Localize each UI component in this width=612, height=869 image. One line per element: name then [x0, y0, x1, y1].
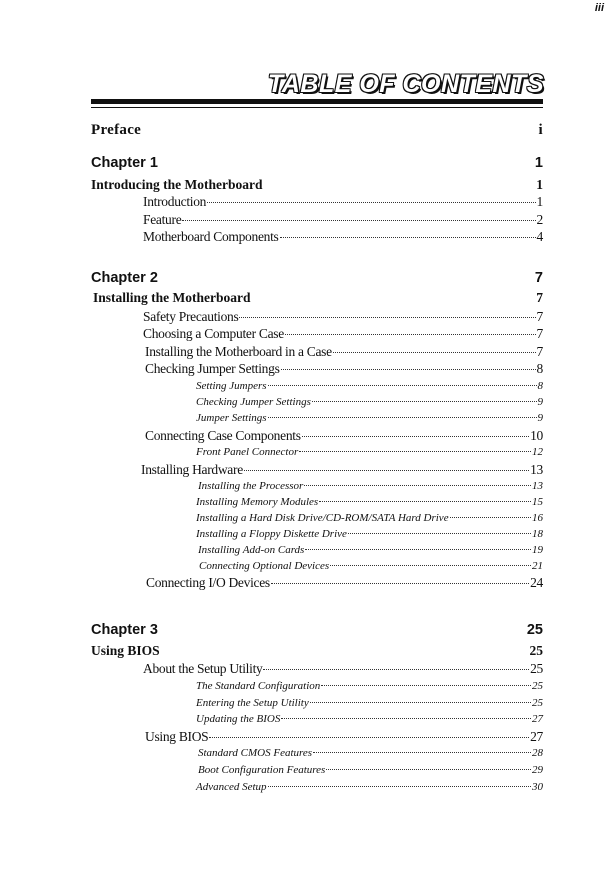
chapter-page: 1 [534, 155, 543, 171]
toc-entry-page: 9 [537, 412, 543, 424]
page-title: TABLE OF CONTENTS [267, 70, 544, 98]
toc-entry-page: 28 [532, 747, 543, 759]
toc-entry-page: 16 [532, 512, 543, 524]
dot-leader [280, 237, 536, 238]
toc-entry-label: Installing Hardware [141, 462, 243, 477]
toc-subentry[interactable] [198, 544, 543, 556]
toc-entry-label: Boot Configuration Features [198, 764, 326, 776]
toc-subentry[interactable] [198, 764, 543, 776]
toc-subentry[interactable] [196, 496, 543, 508]
toc-entry-label: About the Setup Utility [143, 661, 263, 676]
dot-leader [319, 501, 531, 502]
toc-entry-label: Safety Precautions [143, 309, 239, 324]
toc-entry[interactable] [143, 309, 543, 325]
toc-entry-label: Installing the Motherboard in a Case [145, 344, 332, 359]
toc-entry-page: 18 [532, 528, 543, 540]
toc-entry-label: Checking Jumper Settings [196, 396, 311, 408]
toc-part[interactable] [91, 177, 543, 193]
dot-leader [326, 769, 531, 770]
toc-part-label: Using BIOS [91, 643, 160, 658]
toc-entry-page: 9 [537, 396, 543, 408]
toc-entry-label: The Standard Configuration [196, 680, 321, 692]
dot-leader [299, 451, 531, 452]
toc-entry-page: 27 [530, 729, 543, 744]
toc-entry-page: 10 [530, 428, 543, 443]
toc-entry-preface[interactable] [91, 122, 543, 139]
toc-entry[interactable] [143, 212, 543, 228]
toc-entry-page: 29 [532, 764, 543, 776]
toc-entry-page: 19 [532, 544, 543, 556]
dot-leader [305, 549, 531, 550]
toc-entry-page: 7 [536, 309, 543, 324]
toc-entry-label: Connecting I/O Devices [146, 575, 270, 590]
toc-part-label: Installing the Motherboard [93, 290, 251, 305]
toc-entry-page: 27 [532, 713, 543, 725]
toc-entry-page: 25 [530, 661, 543, 676]
toc-entry-label: Advanced Setup [196, 781, 267, 793]
toc-entry-page: 13 [530, 462, 543, 477]
title-rule-thin [91, 107, 543, 108]
toc-part[interactable] [93, 290, 543, 306]
toc-entry-page: 13 [532, 480, 543, 492]
dot-leader [268, 385, 537, 386]
dot-leader [348, 533, 531, 534]
toc-entry-label: Installing the Processor [198, 480, 304, 492]
dot-leader [271, 583, 529, 584]
toc-subentry[interactable] [196, 512, 543, 524]
toc-entry-label: Setting Jumpers [196, 380, 267, 392]
dot-leader [330, 565, 531, 566]
toc-entry-page: 24 [530, 575, 543, 590]
toc-entry-label: Installing Memory Modules [196, 496, 319, 508]
toc-subentry[interactable] [196, 446, 543, 458]
toc-subentry[interactable] [196, 396, 543, 408]
toc-entry-label: Installing a Hard Disk Drive/CD-ROM/SATA Hard Drive [196, 512, 449, 524]
toc-entry-label: Introduction [143, 194, 207, 209]
chapter-label: Chapter 3 [91, 622, 158, 638]
toc-subentry[interactable] [198, 480, 543, 492]
toc-entry[interactable] [145, 344, 543, 360]
toc-entry-label: Choosing a Computer Case [143, 326, 284, 341]
toc-entry-page: 4 [536, 229, 543, 244]
toc-part-page: 1 [536, 177, 543, 192]
toc-entry-label: Entering the Setup Utility [196, 697, 309, 709]
toc-subentry[interactable] [199, 560, 543, 572]
toc-entry-page: 7 [536, 344, 543, 359]
toc-entry-page: 2 [536, 212, 543, 227]
chapter-heading[interactable] [91, 622, 543, 638]
toc-entry-label: Front Panel Connector [196, 446, 299, 458]
toc-entry-label: Connecting Case Components [145, 428, 301, 443]
chapter-heading[interactable] [91, 155, 543, 171]
chapter-heading[interactable] [91, 270, 543, 286]
dot-leader [312, 401, 537, 402]
dot-leader [182, 220, 535, 221]
toc-entry-page: 30 [532, 781, 543, 793]
toc-entry-page: i [538, 122, 543, 138]
toc-entry-page: 7 [536, 326, 543, 341]
toc-entry-label: Using BIOS [145, 729, 209, 744]
toc-entry-page: 21 [532, 560, 543, 572]
dot-leader [321, 685, 531, 686]
dot-leader [268, 417, 537, 418]
toc-entry-page: 12 [532, 446, 543, 458]
toc-entry[interactable] [146, 575, 543, 591]
toc-subentry[interactable] [196, 680, 543, 692]
dot-leader [263, 669, 529, 670]
toc-entry[interactable] [143, 661, 543, 677]
toc-entry-label: Checking Jumper Settings [145, 361, 280, 376]
chapter-page: 7 [534, 270, 543, 286]
toc-entry-label: Preface [91, 122, 142, 138]
toc-subentry[interactable] [196, 380, 543, 392]
toc-entry[interactable] [143, 194, 543, 210]
toc-subentry[interactable] [198, 747, 543, 759]
toc-subentry[interactable] [196, 713, 543, 725]
dot-leader [333, 352, 536, 353]
dot-leader [244, 470, 529, 471]
chapter-page: 25 [526, 622, 543, 638]
toc-entry-label: Feature [143, 212, 182, 227]
toc-subentry[interactable] [196, 412, 543, 424]
dot-leader [281, 718, 531, 719]
toc-entry[interactable] [143, 326, 543, 342]
dot-leader [209, 737, 529, 738]
toc-entry-label: Connecting Optional Devices [199, 560, 330, 572]
toc-entry[interactable] [145, 729, 543, 745]
dot-leader [450, 517, 531, 518]
toc-entry-label: Installing a Floppy Diskette Drive [196, 528, 347, 540]
dot-leader [304, 485, 531, 486]
toc-entry-page: 8 [536, 361, 543, 376]
dot-leader [285, 334, 536, 335]
dot-leader [313, 752, 531, 753]
toc-entry[interactable] [141, 462, 543, 478]
toc-entry[interactable] [145, 361, 543, 377]
page-number: iii [594, 2, 604, 14]
toc-entry-page: 1 [536, 194, 543, 209]
chapter-label: Chapter 1 [91, 155, 158, 171]
dot-leader [268, 786, 531, 787]
toc-entry[interactable] [145, 428, 543, 444]
toc-subentry[interactable] [196, 528, 543, 540]
toc-entry[interactable] [143, 229, 543, 245]
dot-leader [281, 369, 536, 370]
dot-leader [302, 436, 529, 437]
dot-leader [239, 317, 535, 318]
toc-part-page: 25 [529, 643, 543, 658]
toc-entry-page: 25 [532, 697, 543, 709]
toc-part-label: Introducing the Motherboard [91, 177, 263, 192]
toc-part[interactable] [91, 643, 543, 659]
chapter-label: Chapter 2 [91, 270, 158, 286]
toc-entry-page: 15 [532, 496, 543, 508]
toc-part-page: 7 [536, 290, 543, 305]
dot-leader [207, 202, 535, 203]
toc-subentry[interactable] [196, 781, 543, 793]
toc-entry-page: 8 [537, 380, 543, 392]
toc-entry-label: Jumper Settings [196, 412, 267, 424]
toc-entry-page: 25 [532, 680, 543, 692]
toc-entry-label: Motherboard Components [143, 229, 279, 244]
toc-entry-label: Updating the BIOS [196, 713, 281, 725]
dot-leader [310, 702, 531, 703]
title-rule-thick [91, 99, 543, 104]
toc-entry-label: Standard CMOS Features [198, 747, 313, 759]
toc-entry-label: Installing Add-on Cards [198, 544, 305, 556]
toc-subentry[interactable] [196, 697, 543, 709]
